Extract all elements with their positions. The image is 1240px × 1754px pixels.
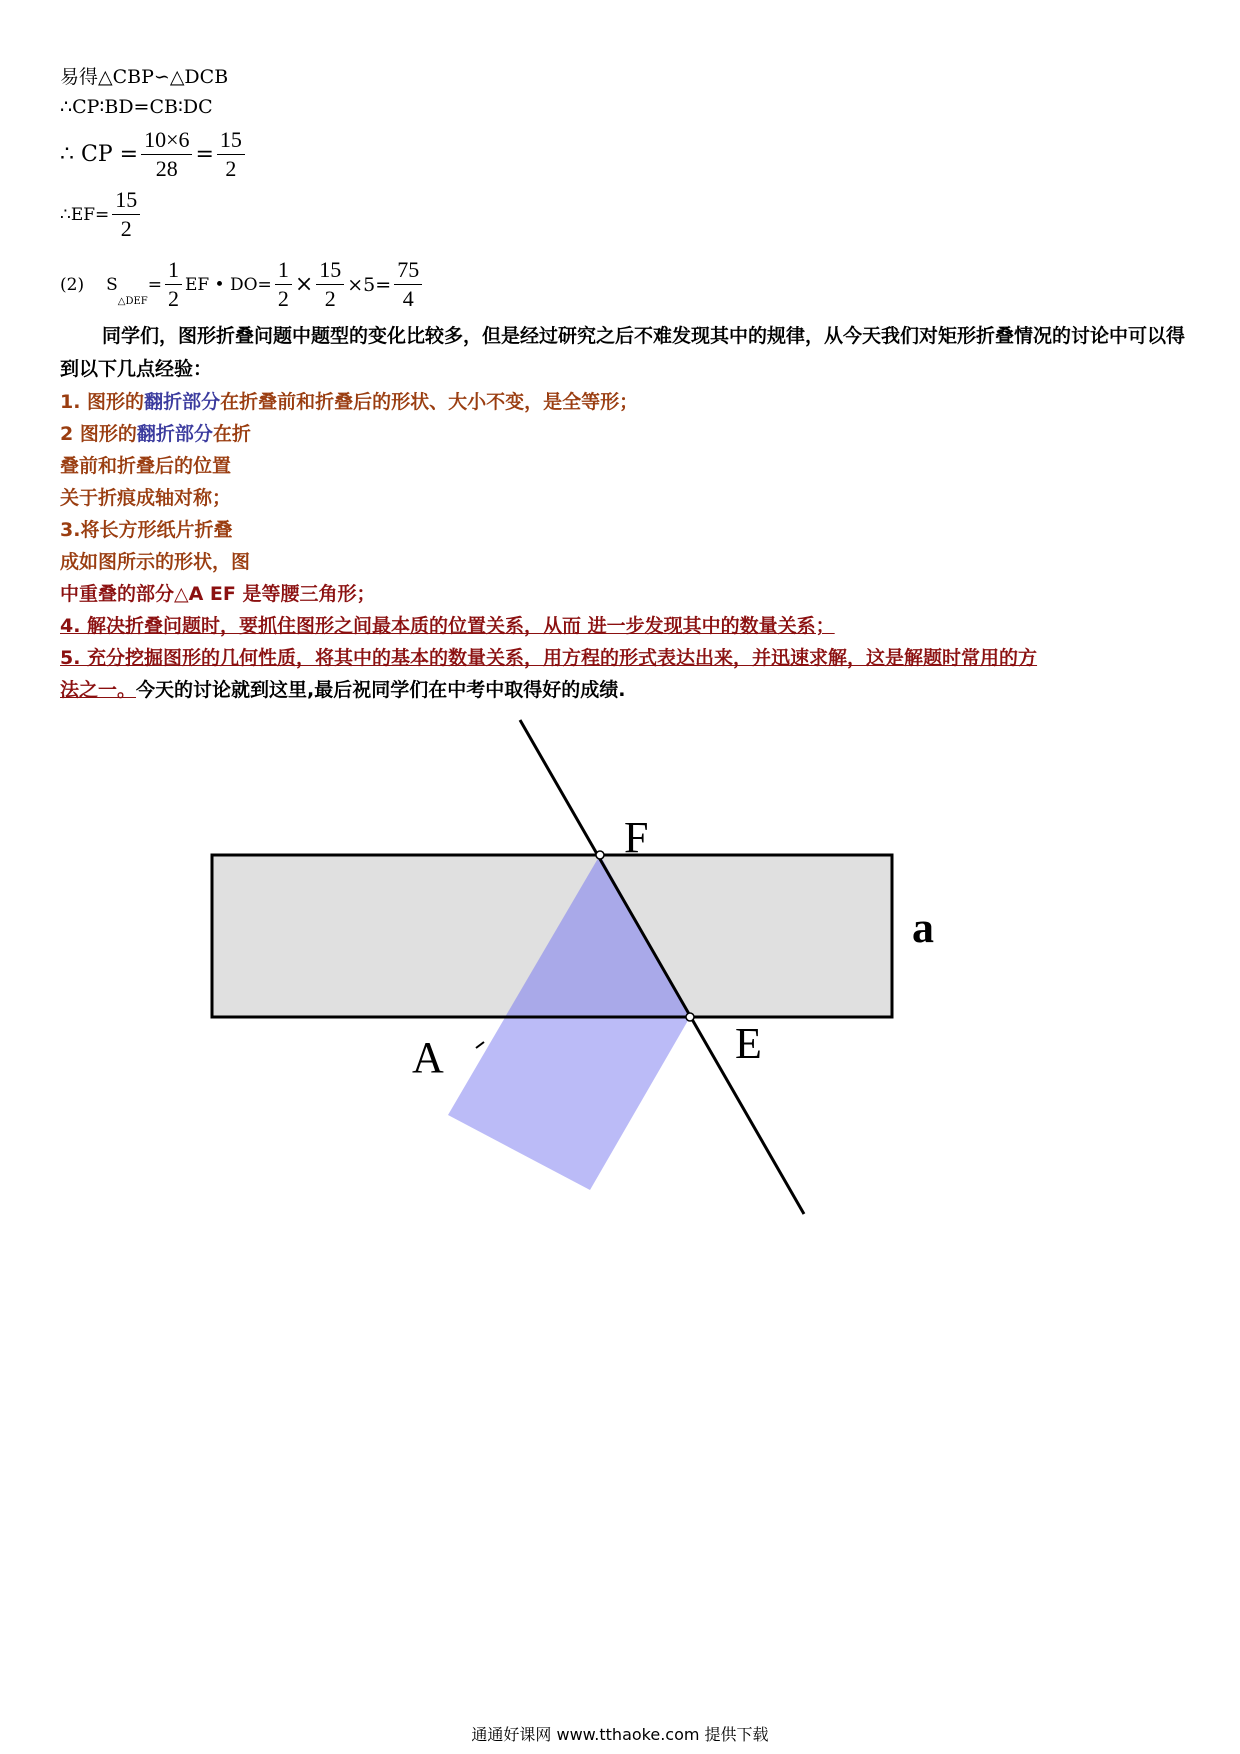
result-denominator: 4 <box>402 286 414 311</box>
point-1-c: 在折叠前和折叠后的形状、大小不变，是全等形； <box>220 391 639 413</box>
f15-denominator: 2 <box>324 286 336 311</box>
point-2-c: 在折 <box>212 423 251 445</box>
point-2-line-3: 关于折痕成轴对称； <box>60 487 232 509</box>
ef-numerator: 15 <box>112 186 140 215</box>
solution-ef-equation <box>60 186 143 243</box>
solution-line-similar: 易得△CBP∽△DCB <box>60 66 229 88</box>
result-numerator: 75 <box>394 256 422 285</box>
cp-result-numerator: 15 <box>217 126 245 155</box>
ef-fraction <box>112 186 140 243</box>
point-3-line-1: 3.将长方形纸片折叠 <box>60 519 233 541</box>
summary-intro: 同学们，图形折叠问题中题型的变化比较多，但是经过研究之后不难发现其中的规律，从今天我们对矩形折叠情况的讨论中可以得到以下几点经验： <box>60 325 1186 380</box>
half-denominator: 2 <box>167 286 179 311</box>
half2-denominator: 2 <box>277 286 289 311</box>
cp-prefix: ∴ CP = <box>60 142 139 167</box>
point-e-dot <box>686 1013 694 1021</box>
point-4: 4. 解决折叠问题时，要抓住图形之间最本质的位置关系，从而 进一步发现其中的数量关系； <box>60 615 835 637</box>
label-side-a: a <box>912 903 934 952</box>
solution-area-equation <box>60 256 425 313</box>
f15-numerator: 15 <box>316 256 344 285</box>
half2-numerator: 1 <box>275 256 292 285</box>
area-subscript: △DEF <box>117 296 148 307</box>
part2-label: (2) <box>60 274 85 295</box>
point-2-b: 翻折部分 <box>136 423 213 445</box>
area-symbol: S <box>106 274 118 295</box>
point-5-b: 法之一。 <box>60 679 137 701</box>
half-numerator: 1 <box>165 256 182 285</box>
cp-result-fraction <box>217 126 245 183</box>
label-f: F <box>624 813 649 862</box>
result-fraction <box>394 256 422 313</box>
half-fraction <box>165 256 182 313</box>
point-1-a: 1. 图形的 <box>60 391 145 413</box>
point-3-line-2: 成如图所示的形状，图 <box>60 551 251 573</box>
solution-line-ratio: ∴CP∶BD=CB∶DC <box>60 96 213 118</box>
point-f-dot <box>596 851 604 859</box>
page-footer: 通通好课网 www.tthaoke.com 提供下载 <box>471 1725 769 1744</box>
cp-denominator: 28 <box>155 156 178 181</box>
point-5-line-1: 5. 充分挖掘图形的几何性质，将其中的基本的数量关系，用方程的形式表达出来，并迅速求解，这是解题时常用的方 <box>60 647 1038 669</box>
ef-prefix: ∴EF= <box>60 204 110 225</box>
point-2-line-1 <box>60 418 1188 451</box>
half2-fraction <box>275 256 292 313</box>
cp-numerator: 10×6 <box>141 126 192 155</box>
cp-fraction <box>141 126 192 183</box>
times5-text: ×5= <box>347 273 392 296</box>
f15-fraction <box>316 256 344 313</box>
folding-figure <box>0 700 1240 1220</box>
ef-denominator: 2 <box>120 216 132 241</box>
cp-equals: = <box>195 142 214 167</box>
label-a: A <box>412 1033 444 1082</box>
point-2-a: 2 图形的 <box>60 423 137 445</box>
point-3-line-3: 中重叠的部分△A EF 是等腰三角形； <box>60 583 376 605</box>
closing-remark: 今天的讨论就到这里,最后祝同学们在中考中取得好的成绩. <box>136 679 626 701</box>
point-1 <box>60 386 1188 419</box>
angle-mark <box>476 1042 484 1048</box>
point-1-b: 翻折部分 <box>144 391 221 413</box>
ef-do-text: EF • DO= <box>184 274 272 295</box>
point-2-line-2: 叠前和折叠后的位置 <box>60 455 232 477</box>
times-sign: × <box>294 272 314 297</box>
solution-cp-equation <box>60 126 248 183</box>
cp-result-denominator: 2 <box>225 156 237 181</box>
area-equals: = <box>147 274 162 295</box>
label-e: E <box>735 1019 762 1068</box>
